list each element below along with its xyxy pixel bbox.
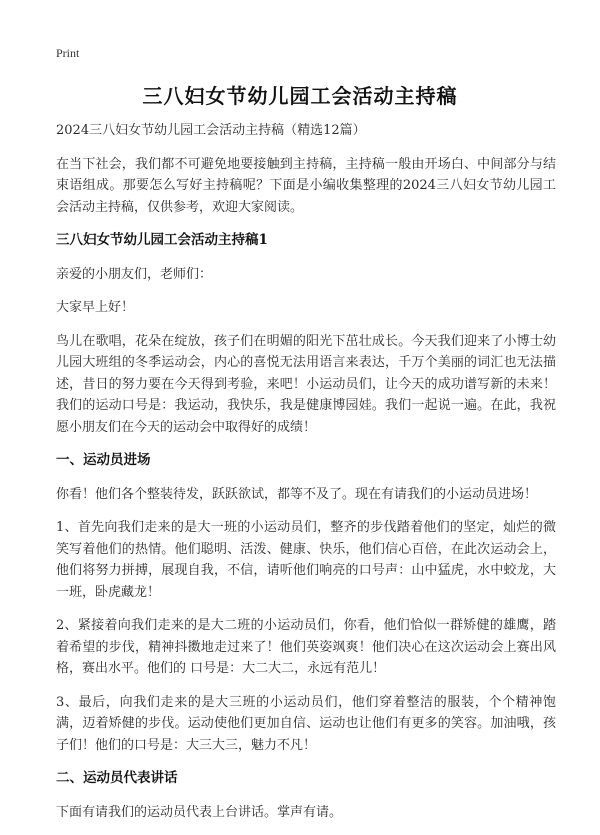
- class2-paragraph: 2、紧接着向我们走来的是大二班的小运动员们，你看，他们恰似一群矫健的雄鹰，踏着希望的步伐，精神抖擞地走过来了！他们英姿飒爽！他们决心在这次运动会上赛出风格，赛出水平。他们的 口号是：大二大二，永远有范儿！: [56, 618, 556, 676]
- document-subtitle: 2024三八妇女节幼儿园工会活动主持稿（精选12篇）: [56, 123, 366, 138]
- class3-paragraph: 3、最后，向我们走来的是大三班的小运动员们，他们穿着整洁的服装，个个精神饱满，迈着矫健的步伐。运动使他们更加自信、运动也让他们有更多的笑容。加油哦，孩子们！他们的口号是：大三大三，魅力不凡！: [56, 694, 556, 753]
- section-heading: 三八妇女节幼儿园工会活动主持稿1: [56, 232, 268, 248]
- morning-paragraph: 大家早上好！: [56, 300, 135, 315]
- greeting-paragraph: 亲爱的小朋友们，老师们：: [56, 266, 213, 282]
- document-title: 三八妇女节幼儿园工会活动主持稿: [142, 84, 458, 108]
- document-body: [56, 120, 556, 835]
- intro-paragraph: 在当下社会，我们都不可避免地要接触到主持稿，主持稿一般由开场白、中间部分与结束语组成。那要怎么写好主持稿呢？下面是小编收集整理的2024三八妇女节幼儿园工会活动主持稿，仅供参考，欢迎大家阅读。: [56, 156, 556, 215]
- heading-athlete-speech: 二、运动员代表讲话: [56, 770, 178, 786]
- opening-paragraph: 鸟儿在歌唱，花朵在绽放，孩子们在明媚的阳光下茁壮成长。今天我们迎来了小博士幼儿园大班组的冬季运动会，内心的喜悦无法用语言来表达，千万个美丽的词汇也无法描述，昔日的努力要在今天得到考验，来吧！小运动员们，让今天的成功谱写新的未来！我们的运动口号是：我运动，我快乐，我是健康博园娃。我们一起说一遍。在此，我祝愿小朋友们在今天的运动会中取得好的成绩！: [56, 333, 556, 435]
- speech-paragraph: 下面有请我们的运动员代表上台讲话。掌声有请。: [56, 804, 343, 820]
- entry-paragraph: 你看！他们各个整装待发，跃跃欲试，都等不及了。现在有请我们的小运动员进场！: [56, 486, 538, 502]
- class1-paragraph: 1、首先向我们走来的是大一班的小运动员们，整齐的步伐踏着他们的坚定，灿烂的微笑写着他们的热情。他们聪明、活泼、健康、快乐，他们信心百倍，在此次运动会上，他们将努力拼搏，展现自我，不信，请听他们响亮的口号声：山中猛虎，水中蛟龙，大一班，卧虎藏龙！: [56, 520, 556, 600]
- heading-athletes-entry: 一、运动员进场: [56, 452, 151, 468]
- print-link[interactable]: Print: [56, 46, 80, 60]
